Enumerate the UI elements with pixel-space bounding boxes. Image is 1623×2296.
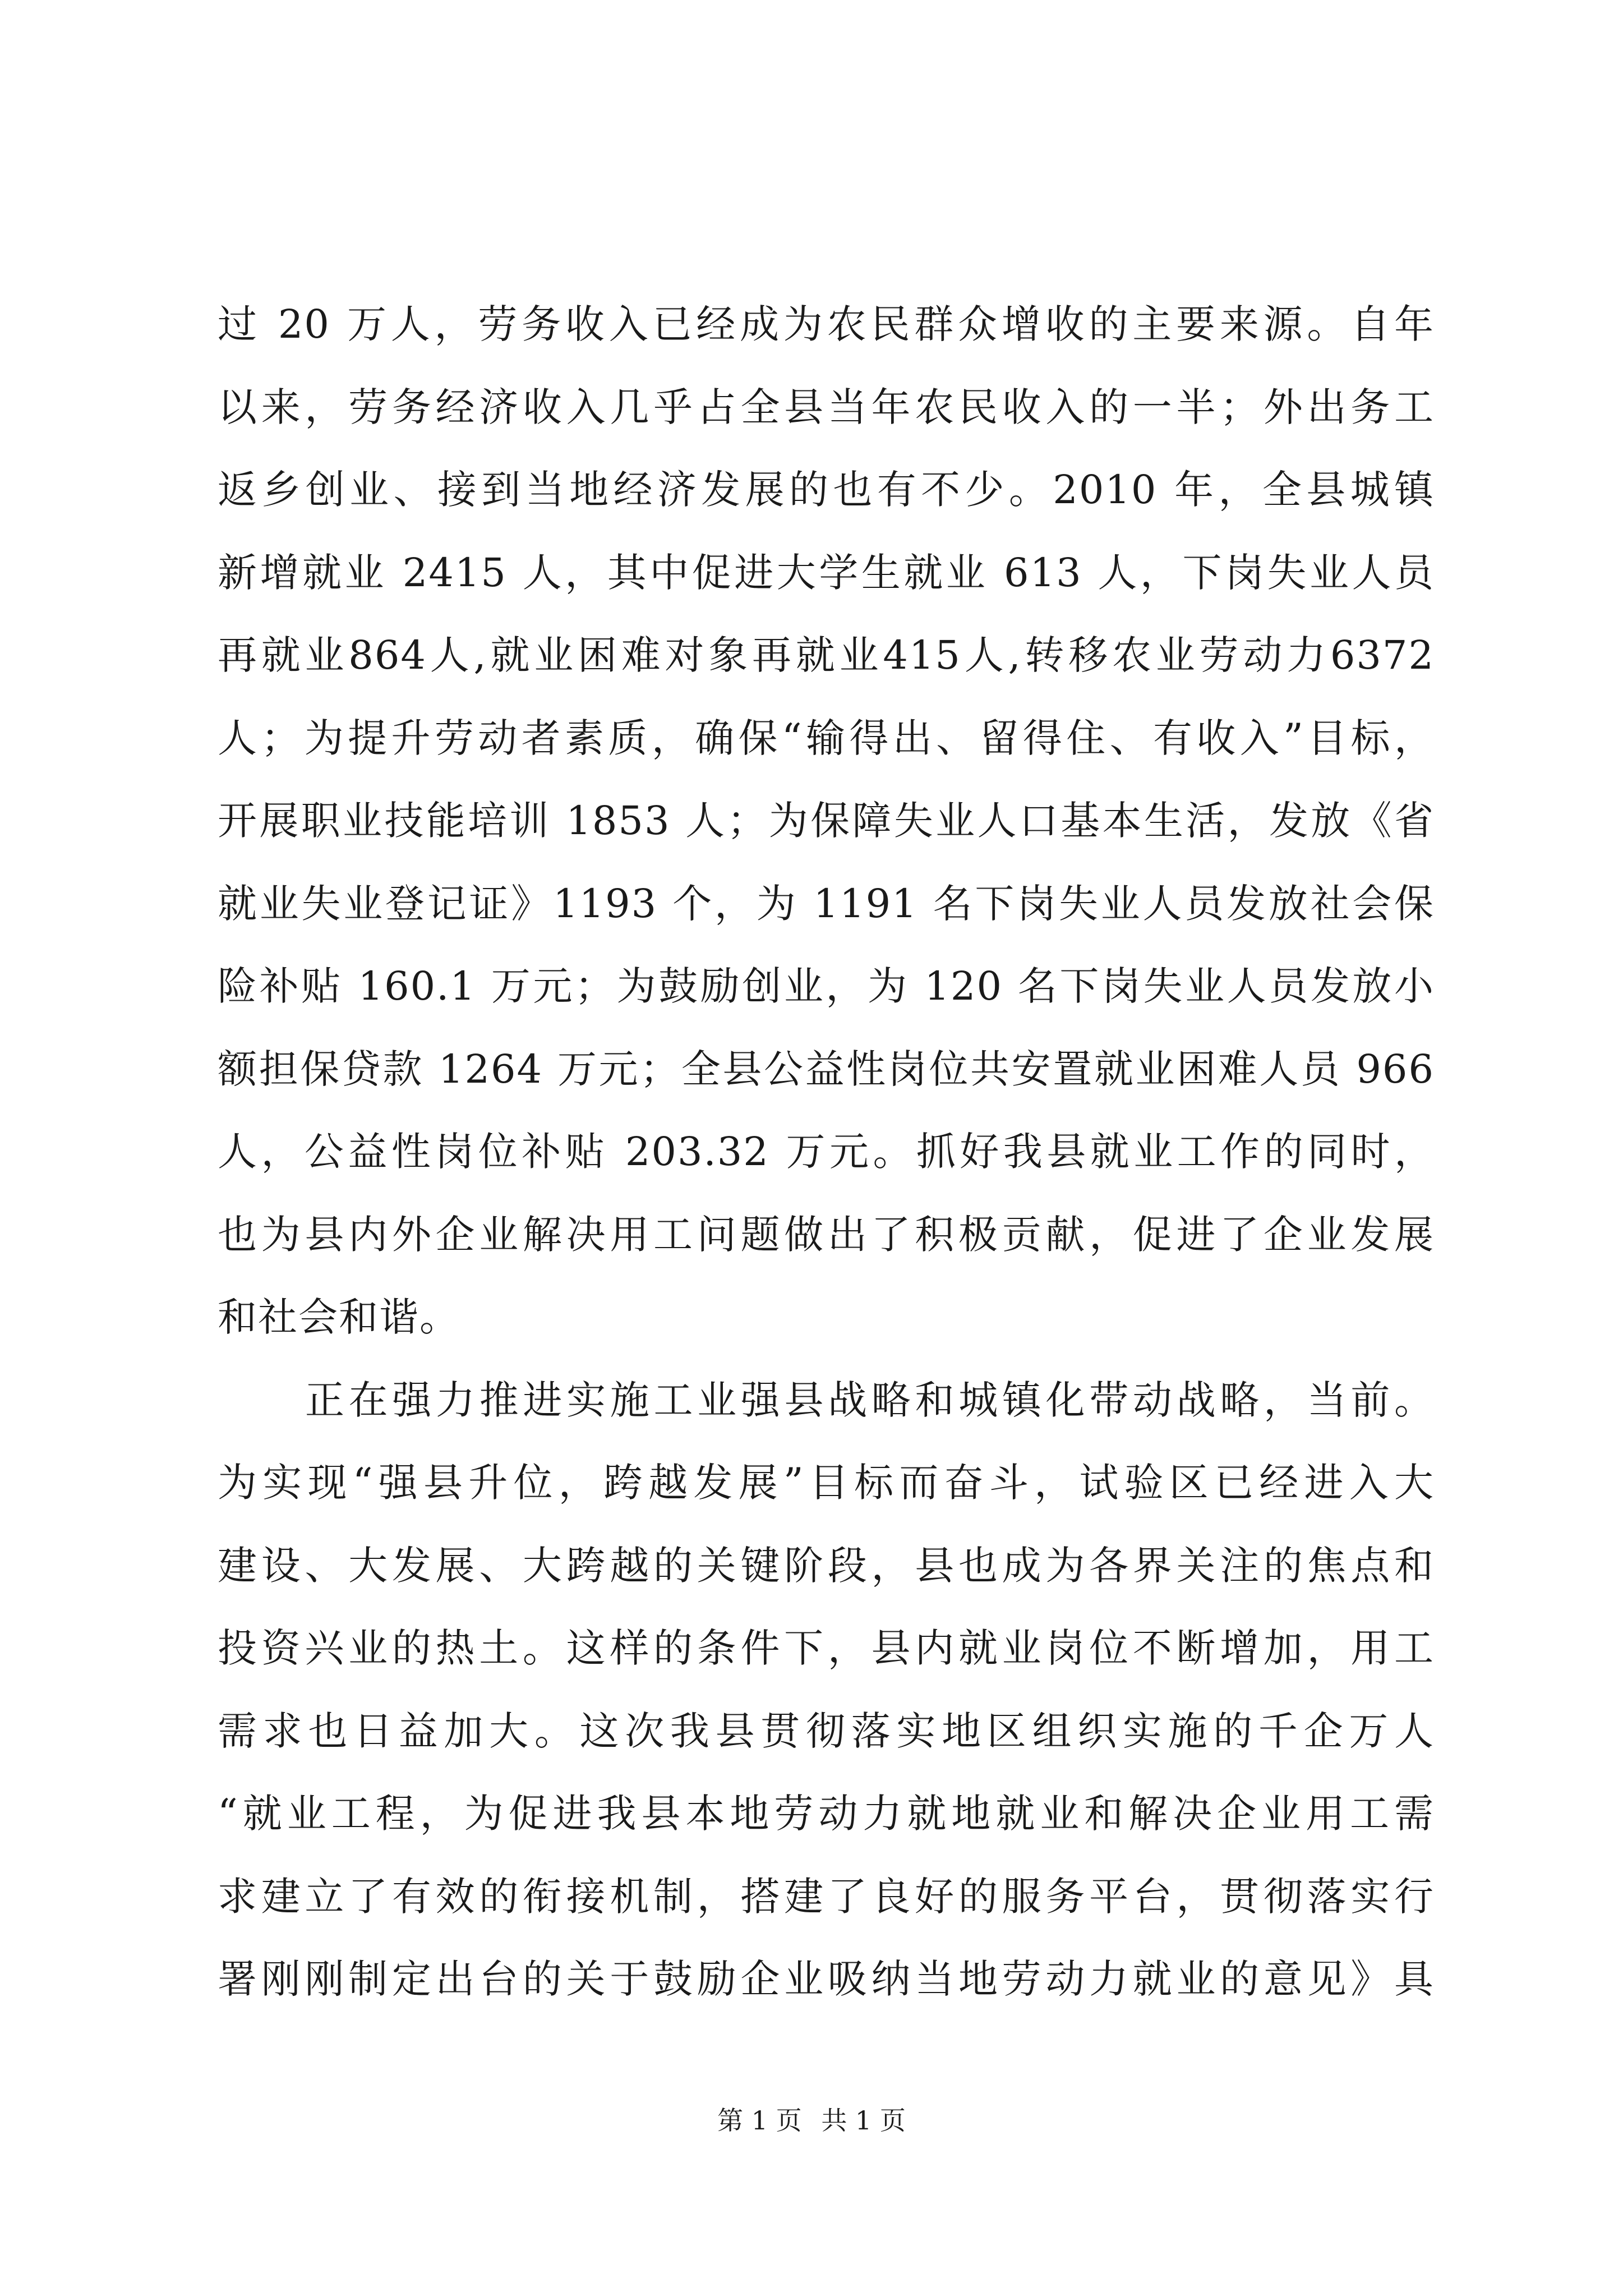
text-line: 新增就业 2415 人，其中促进大学生就业 613 人，下岗失业人员: [218, 549, 1435, 596]
text-line: 就业失业登记证》1193 个，为 1191 名下岗失业人员发放社会保: [218, 880, 1435, 927]
text-line: 险补贴 160.1 万元；为鼓励创业，为 120 名下岗失业人员发放小: [218, 963, 1435, 1009]
paragraph: [218, 283, 1435, 1359]
page-total: 共 1 页: [821, 2105, 906, 2136]
text-line: 正在强力推进实施工业强县战略和城镇化带动战略，当前。: [305, 1377, 1435, 1423]
text-line: 需求也日益加大。这次我县贯彻落实地区组织实施的千企万人: [218, 1708, 1435, 1754]
text-line: “就业工程，为促进我县本地劳动力就地就业和解决企业用工需: [218, 1791, 1435, 1837]
text-line: 人；为提升劳动者素质，确保“输得出、留得住、有收入”目标，: [218, 715, 1435, 761]
paragraph: [218, 1359, 1435, 2021]
text-line: 求建立了有效的衔接机制，搭建了良好的服务平台，贯彻落实行: [218, 1873, 1435, 1920]
text-line: 再就业864人,就业困难对象再就业415人,转移农业劳动力6372: [218, 632, 1435, 678]
text-line: 也为县内外企业解决用工问题做出了积极贡献，促进了企业发展: [218, 1211, 1435, 1258]
text-line: 和社会和谐。: [218, 1294, 460, 1340]
page-number: 第 1 页: [717, 2105, 802, 2136]
text-line: 开展职业技能培训 1853 人；为保障失业人口基本生活，发放《省: [218, 798, 1435, 844]
text-line: 以来，劳务经济收入几乎占全县当年农民收入的一半；外出务工: [218, 384, 1435, 430]
text-line: 过 20 万人，劳务收入已经成为农民群众增收的主要来源。自年: [218, 301, 1435, 347]
text-line: 建设、大发展、大跨越的关键阶段，县也成为各界关注的焦点和: [218, 1542, 1435, 1589]
text-line: 人，公益性岗位补贴 203.32 万元。抓好我县就业工作的同时，: [218, 1129, 1435, 1175]
text-line: 返乡创业、接到当地经济发展的也有不少。2010 年，全县城镇: [218, 467, 1435, 513]
document-body: [218, 283, 1435, 2021]
text-line: 署刚刚制定出台的关于鼓励企业吸纳当地劳动力就业的意见》具: [218, 1956, 1435, 2002]
text-line: 投资兴业的热土。这样的条件下，县内就业岗位不断增加，用工: [218, 1625, 1435, 1671]
page-footer: [0, 2104, 1623, 2137]
text-line: 额担保贷款 1264 万元；全县公益性岗位共安置就业困难人员 966: [218, 1046, 1435, 1092]
text-line: 为实现“强县升位，跨越发展”目标而奋斗，试验区已经进入大: [218, 1460, 1435, 1506]
